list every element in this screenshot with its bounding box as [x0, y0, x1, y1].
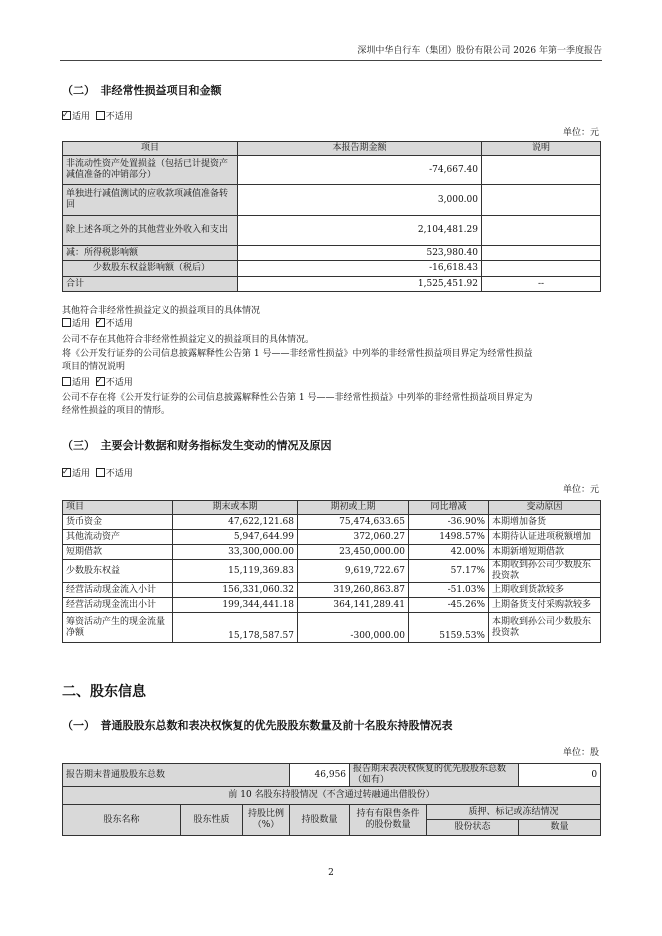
table-row [63, 613, 601, 643]
paragraph-other-items: 其他符合非经常性损益定义的损益项目的具体情况 [62, 306, 261, 316]
reason-cell: 本期新增短期借款 [489, 545, 601, 560]
note-cell [482, 156, 601, 185]
table-row [63, 598, 601, 613]
checkbox-label: 适用 [72, 469, 91, 479]
checkbox-label: 适用 [72, 319, 91, 329]
checkbox-mark [96, 377, 105, 386]
col-header: 项目 [63, 501, 173, 515]
col-header-ratio: 持股比例（%） [243, 805, 290, 836]
col-header-name: 股东名称 [63, 805, 181, 836]
amount-cell: 3,000.00 [238, 185, 482, 216]
col-header-count: 数量 [519, 820, 601, 836]
checkbox-label: 不适用 [105, 469, 133, 479]
row-label: 筹资活动产生的现金流量净额 [63, 613, 173, 643]
applicable-options-p3 [62, 377, 133, 390]
preferred-shareholders-value: 0 [519, 764, 601, 787]
paragraph-reclassify-line2: 项目的情况说明 [62, 362, 126, 372]
page-number: 2 [328, 868, 334, 878]
checkbox-mark [62, 111, 71, 120]
current-cell: 15,119,369.83 [173, 560, 298, 583]
previous-cell: -300,000.00 [298, 613, 409, 643]
total-shareholders-label: 报告期末普通股股东总数 [63, 764, 290, 787]
unit-label: 单位：元 [562, 128, 599, 138]
col-header-restricted: 持有有限售条件的股份数量 [350, 805, 427, 836]
section-heading-nonrecurring: （二） 非经常性损益项目和金额 [62, 84, 222, 97]
checkbox-label: 适用 [72, 112, 91, 122]
col-header: 变动原因 [489, 501, 601, 515]
shareholders-table [62, 763, 601, 836]
previous-cell: 9,619,722.67 [298, 560, 409, 583]
preferred-shareholders-label: 报告期末表决权恢复的优先股股东总数（如有） [350, 764, 519, 787]
change-cell: -51.03% [409, 583, 489, 598]
change-cell: 57.17% [409, 560, 489, 583]
note-cell [482, 261, 601, 277]
row-label: 短期借款 [63, 545, 173, 560]
current-cell: 15,178,587.57 [173, 613, 298, 643]
row-label: 货币资金 [63, 515, 173, 530]
checkbox-applicable[interactable] [62, 378, 90, 388]
header-rule [60, 60, 602, 61]
amount-cell: -16,618.43 [238, 261, 482, 277]
current-cell: 199,344,441.18 [173, 598, 298, 613]
nonrecurring-table [62, 141, 601, 292]
checkbox-mark [62, 377, 71, 386]
reason-cell: 本期收到孙公司少数股东投资款 [489, 560, 601, 583]
reason-cell: 上期备货支付采购款较多 [489, 598, 601, 613]
previous-cell: 75,474,633.65 [298, 515, 409, 530]
col-header-nature: 股东性质 [181, 805, 243, 836]
row-label: 经营活动现金流入小计 [63, 583, 173, 598]
amount-cell: 523,980.40 [238, 246, 482, 261]
note-cell [482, 216, 601, 246]
paragraph-reclassify-line1: 将《公开发行证券的公司信息披露解释性公告第 1 号——非经常性损益》中列举的非经常性损益项目界定为经常性损益 [62, 349, 533, 359]
checkbox-not-applicable[interactable] [96, 378, 133, 388]
table-row [63, 560, 601, 583]
checkbox-label: 适用 [72, 378, 91, 388]
section-title-shareholders: 二、股东信息 [62, 684, 146, 700]
table-row [63, 545, 601, 560]
top10-caption: 前 10 名股东持股情况（不含通过转融通出借股份） [63, 787, 601, 805]
table-row [63, 261, 601, 277]
table-row [63, 530, 601, 545]
col-header-status: 股份状态 [427, 820, 519, 836]
checkbox-mark [62, 468, 71, 477]
checkbox-not-applicable[interactable] [96, 112, 133, 122]
reason-cell: 上期收到货款较多 [489, 583, 601, 598]
applicable-options-p1 [62, 318, 133, 331]
report-header: 深圳中华自行车（集团）股份有限公司 2026 年第一季度报告 [357, 46, 602, 56]
total-shareholders-value: 46,956 [290, 764, 350, 787]
applicable-options-b [62, 468, 133, 481]
section-heading-changes: （三） 主要会计数据和财务指标发生变动的情况及原因 [62, 439, 332, 452]
changes-table [62, 500, 601, 643]
checkbox-label: 不适用 [105, 112, 133, 122]
note-cell: -- [482, 277, 601, 292]
checkbox-applicable[interactable] [62, 112, 90, 122]
row-label: 合计 [63, 277, 238, 292]
previous-cell: 23,450,000.00 [298, 545, 409, 560]
checkbox-not-applicable[interactable] [96, 319, 133, 329]
paragraph-none-reclassify-line2: 经常性损益的项目的情形。 [62, 406, 171, 416]
change-cell: 42.00% [409, 545, 489, 560]
table-row [63, 246, 601, 261]
col-header: 期末或本期 [173, 501, 298, 515]
checkbox-label: 不适用 [105, 319, 133, 329]
change-cell: 1498.57% [409, 530, 489, 545]
reason-cell: 本期增加备货 [489, 515, 601, 530]
checkbox-applicable[interactable] [62, 319, 90, 329]
unit-label: 单位：元 [562, 485, 599, 495]
row-label: 单独进行减值测试的应收款项减值准备转回 [63, 185, 238, 216]
note-cell [482, 246, 601, 261]
reason-cell: 本期待认证进项税额增加 [489, 530, 601, 545]
table-row [63, 185, 601, 216]
paragraph-none-reclassify-line1: 公司不存在将《公开发行证券的公司信息披露解释性公告第 1 号——非经常性损益》中列举的非经常性损益项目界定为 [62, 393, 533, 403]
col-header: 本报告期金额 [238, 142, 482, 156]
change-cell: -36.90% [409, 515, 489, 530]
checkbox-mark [96, 111, 105, 120]
col-header: 说明 [482, 142, 601, 156]
checkbox-not-applicable[interactable] [96, 469, 133, 479]
amount-cell: -74,667.40 [238, 156, 482, 185]
checkbox-mark [96, 468, 105, 477]
row-label: 少数股东权益 [63, 560, 173, 583]
checkbox-applicable[interactable] [62, 469, 90, 479]
row-label: 除上述各项之外的其他营业外收入和支出 [63, 216, 238, 246]
previous-cell: 364,141,289.41 [298, 598, 409, 613]
section-heading-shareholders: （一） 普通股股东总数和表决权恢复的优先股股东数量及前十名股东持股情况表 [62, 719, 453, 732]
reason-cell: 本期收到孙公司少数股东投资款 [489, 613, 601, 643]
current-cell: 47,622,121.68 [173, 515, 298, 530]
table-row-total [63, 277, 601, 292]
col-header-quantity: 持股数量 [290, 805, 350, 836]
note-cell [482, 185, 601, 216]
amount-cell: 2,104,481.29 [238, 216, 482, 246]
current-cell: 33,300,000.00 [173, 545, 298, 560]
unit-label: 单位：股 [562, 748, 599, 758]
change-cell: -45.26% [409, 598, 489, 613]
row-label: 减：所得税影响额 [63, 246, 238, 261]
row-label: 少数股东权益影响额（税后） [63, 261, 238, 277]
previous-cell: 372,060.27 [298, 530, 409, 545]
applicable-options-a [62, 111, 133, 124]
paragraph-none-other: 公司不存在其他符合非经常性损益定义的损益项目的具体情况。 [62, 335, 315, 345]
col-header: 期初或上期 [298, 501, 409, 515]
amount-cell: 1,525,451.92 [238, 277, 482, 292]
current-cell: 5,947,644.99 [173, 530, 298, 545]
row-label: 非流动性资产处置损益（包括已计提资产减值准备的冲销部分） [63, 156, 238, 185]
table-row [63, 156, 601, 185]
table-row [63, 515, 601, 530]
col-header: 项目 [63, 142, 238, 156]
table-row [63, 216, 601, 246]
col-header-pledge: 质押、标记或冻结情况 [427, 805, 601, 820]
previous-cell: 319,260,863.87 [298, 583, 409, 598]
checkbox-label: 不适用 [105, 378, 133, 388]
checkbox-mark [62, 318, 71, 327]
col-header: 同比增减 [409, 501, 489, 515]
current-cell: 156,331,060.32 [173, 583, 298, 598]
table-row [63, 583, 601, 598]
checkbox-mark [96, 318, 105, 327]
row-label: 经营活动现金流出小计 [63, 598, 173, 613]
row-label: 其他流动资产 [63, 530, 173, 545]
change-cell: 5159.53% [409, 613, 489, 643]
